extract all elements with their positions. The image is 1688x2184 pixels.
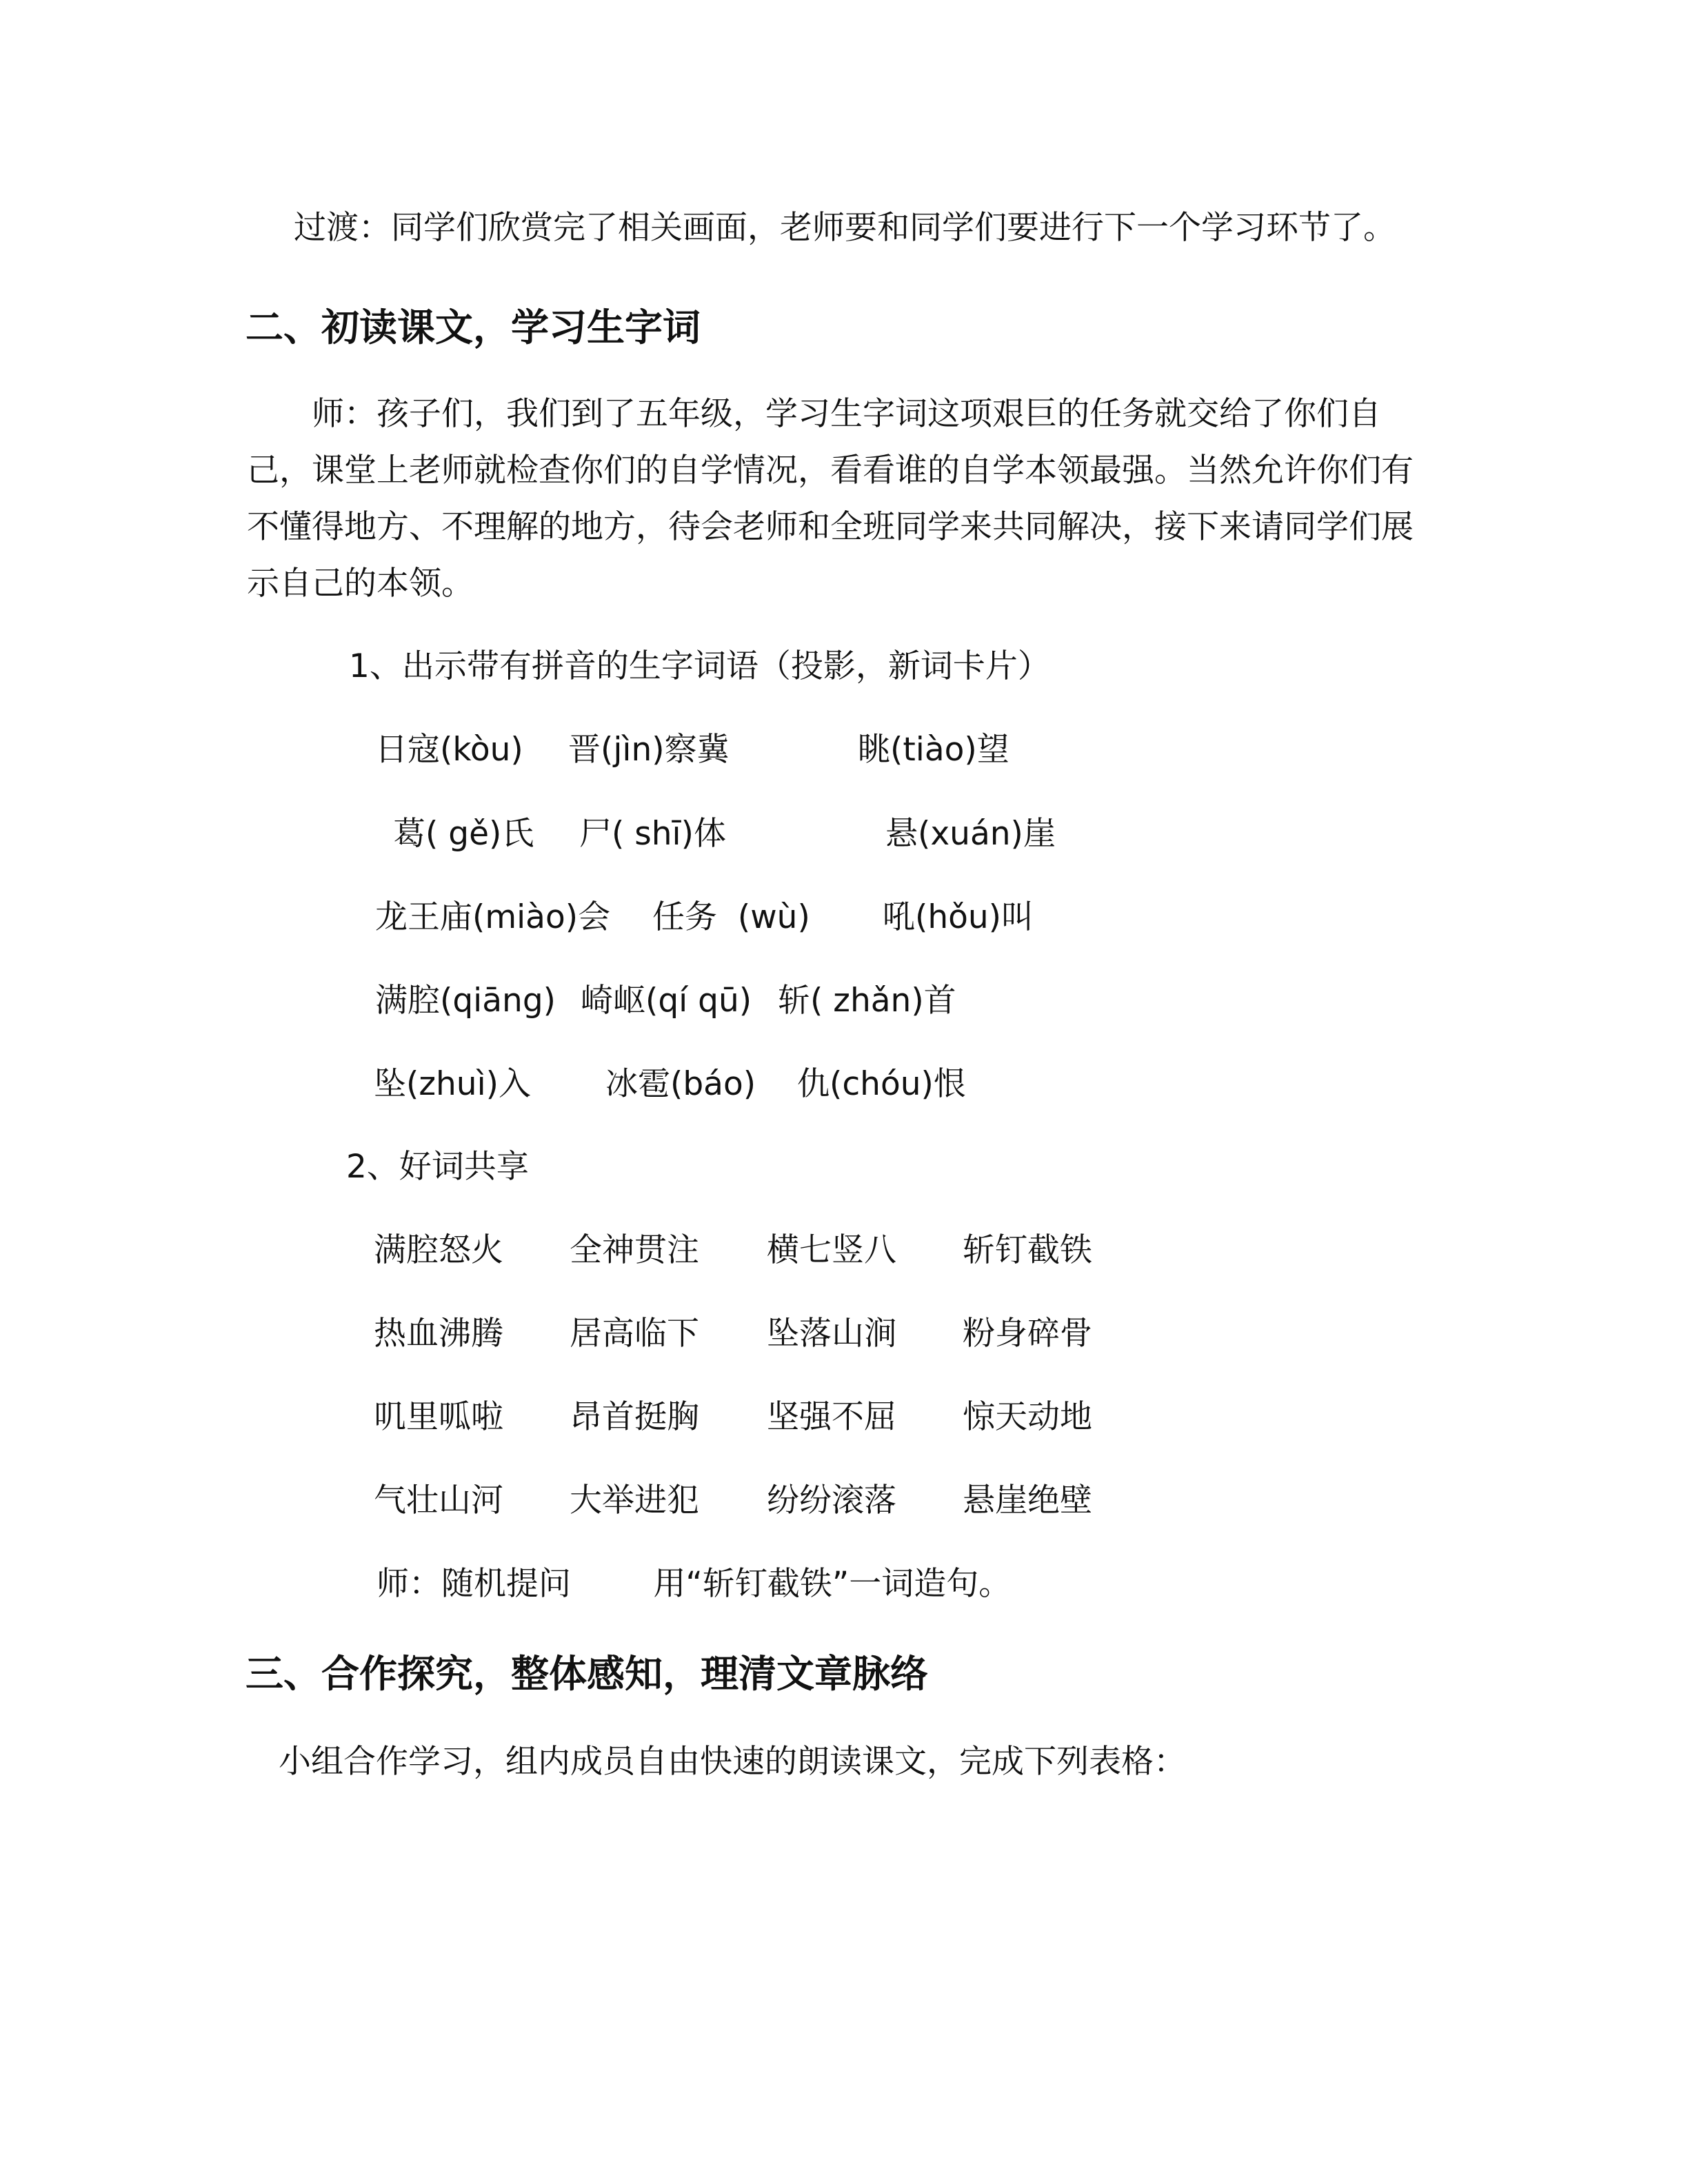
- pinyin-word: 冰雹(báo): [605, 1065, 756, 1103]
- good-word: 大举进犯: [570, 1482, 699, 1519]
- good-word: 坠落山涧: [767, 1315, 896, 1353]
- pinyin-word: 日寇(kòu): [375, 731, 523, 769]
- item2-label: 2、好词共享: [346, 1148, 529, 1186]
- good-word: 热血沸腾: [374, 1315, 503, 1353]
- good-word: 昂首挺胸: [570, 1398, 699, 1436]
- paragraph-line: 示自己的本领。: [247, 565, 474, 603]
- good-word: 满腔怒火: [374, 1231, 503, 1269]
- paragraph-line: 不懂得地方、不理解的地方，待会老师和全班同学来共同解决，接下来请同学们展: [247, 508, 1414, 546]
- transition-text: 过渡：同学们欣赏完了相关画面，老师要和同学们要进行下一个学习环节了。: [294, 209, 1396, 247]
- good-word: 全神贯注: [570, 1231, 699, 1269]
- good-word: 纷纷滚落: [767, 1482, 896, 1519]
- paragraph-line: 己，课堂上老师就检查你们的自学情况，看看谁的自学本领最强。当然允许你们有: [247, 452, 1414, 489]
- good-word: 悬崖绝壁: [963, 1482, 1092, 1519]
- good-word: 惊天动地: [963, 1398, 1092, 1436]
- good-word: 横七竖八: [767, 1231, 896, 1269]
- good-word: 斩钉截铁: [963, 1231, 1092, 1269]
- pinyin-word: 仇(chóu)恨: [797, 1065, 966, 1103]
- good-word: 气壮山河: [374, 1482, 503, 1519]
- pinyin-word: 悬(xuán)崖: [885, 815, 1056, 853]
- pinyin-word: 吼(hǒu)叫: [883, 898, 1034, 936]
- good-word: 居高临下: [570, 1315, 699, 1353]
- paragraph-line: 师：孩子们，我们到了五年级，学习生字词这项艰巨的任务就交给了你们自: [312, 395, 1381, 433]
- teacher-note: 师：随机提问 用“斩钉截铁”一词造句。: [376, 1565, 1012, 1603]
- pinyin-word: 崎岖(qí qū): [581, 982, 752, 1020]
- pinyin-word: 眺(tiào)望: [858, 731, 1009, 769]
- pinyin-word: 龙王庙(miào)会: [375, 898, 611, 936]
- pinyin-word: 尸( shī)体: [579, 815, 726, 853]
- good-word: 叽里呱啦: [374, 1398, 503, 1436]
- good-word: 坚强不屈: [767, 1398, 896, 1436]
- pinyin-word: 斩( zhǎn)首: [778, 982, 956, 1020]
- pinyin-word: 满腔(qiāng): [375, 982, 556, 1020]
- pinyin-word: 葛( gě)氏: [393, 815, 534, 853]
- pinyin-word: 晋(jìn)察冀: [568, 731, 730, 769]
- section3-intro: 小组合作学习，组内成员自由快速的朗读课文，完成下列表格：: [279, 1743, 1186, 1781]
- item1-label: 1、出示带有拼音的生字词语（投影，新词卡片）: [349, 647, 1050, 685]
- pinyin-word: 坠(zhuì)入: [374, 1065, 531, 1103]
- section2-heading: 二、初读课文，学习生字词: [245, 305, 701, 350]
- pinyin-word: 任务 (wù): [652, 898, 810, 936]
- good-word: 粉身碎骨: [963, 1315, 1092, 1353]
- section3-heading: 三、合作探究，整体感知，理清文章脉络: [245, 1652, 929, 1696]
